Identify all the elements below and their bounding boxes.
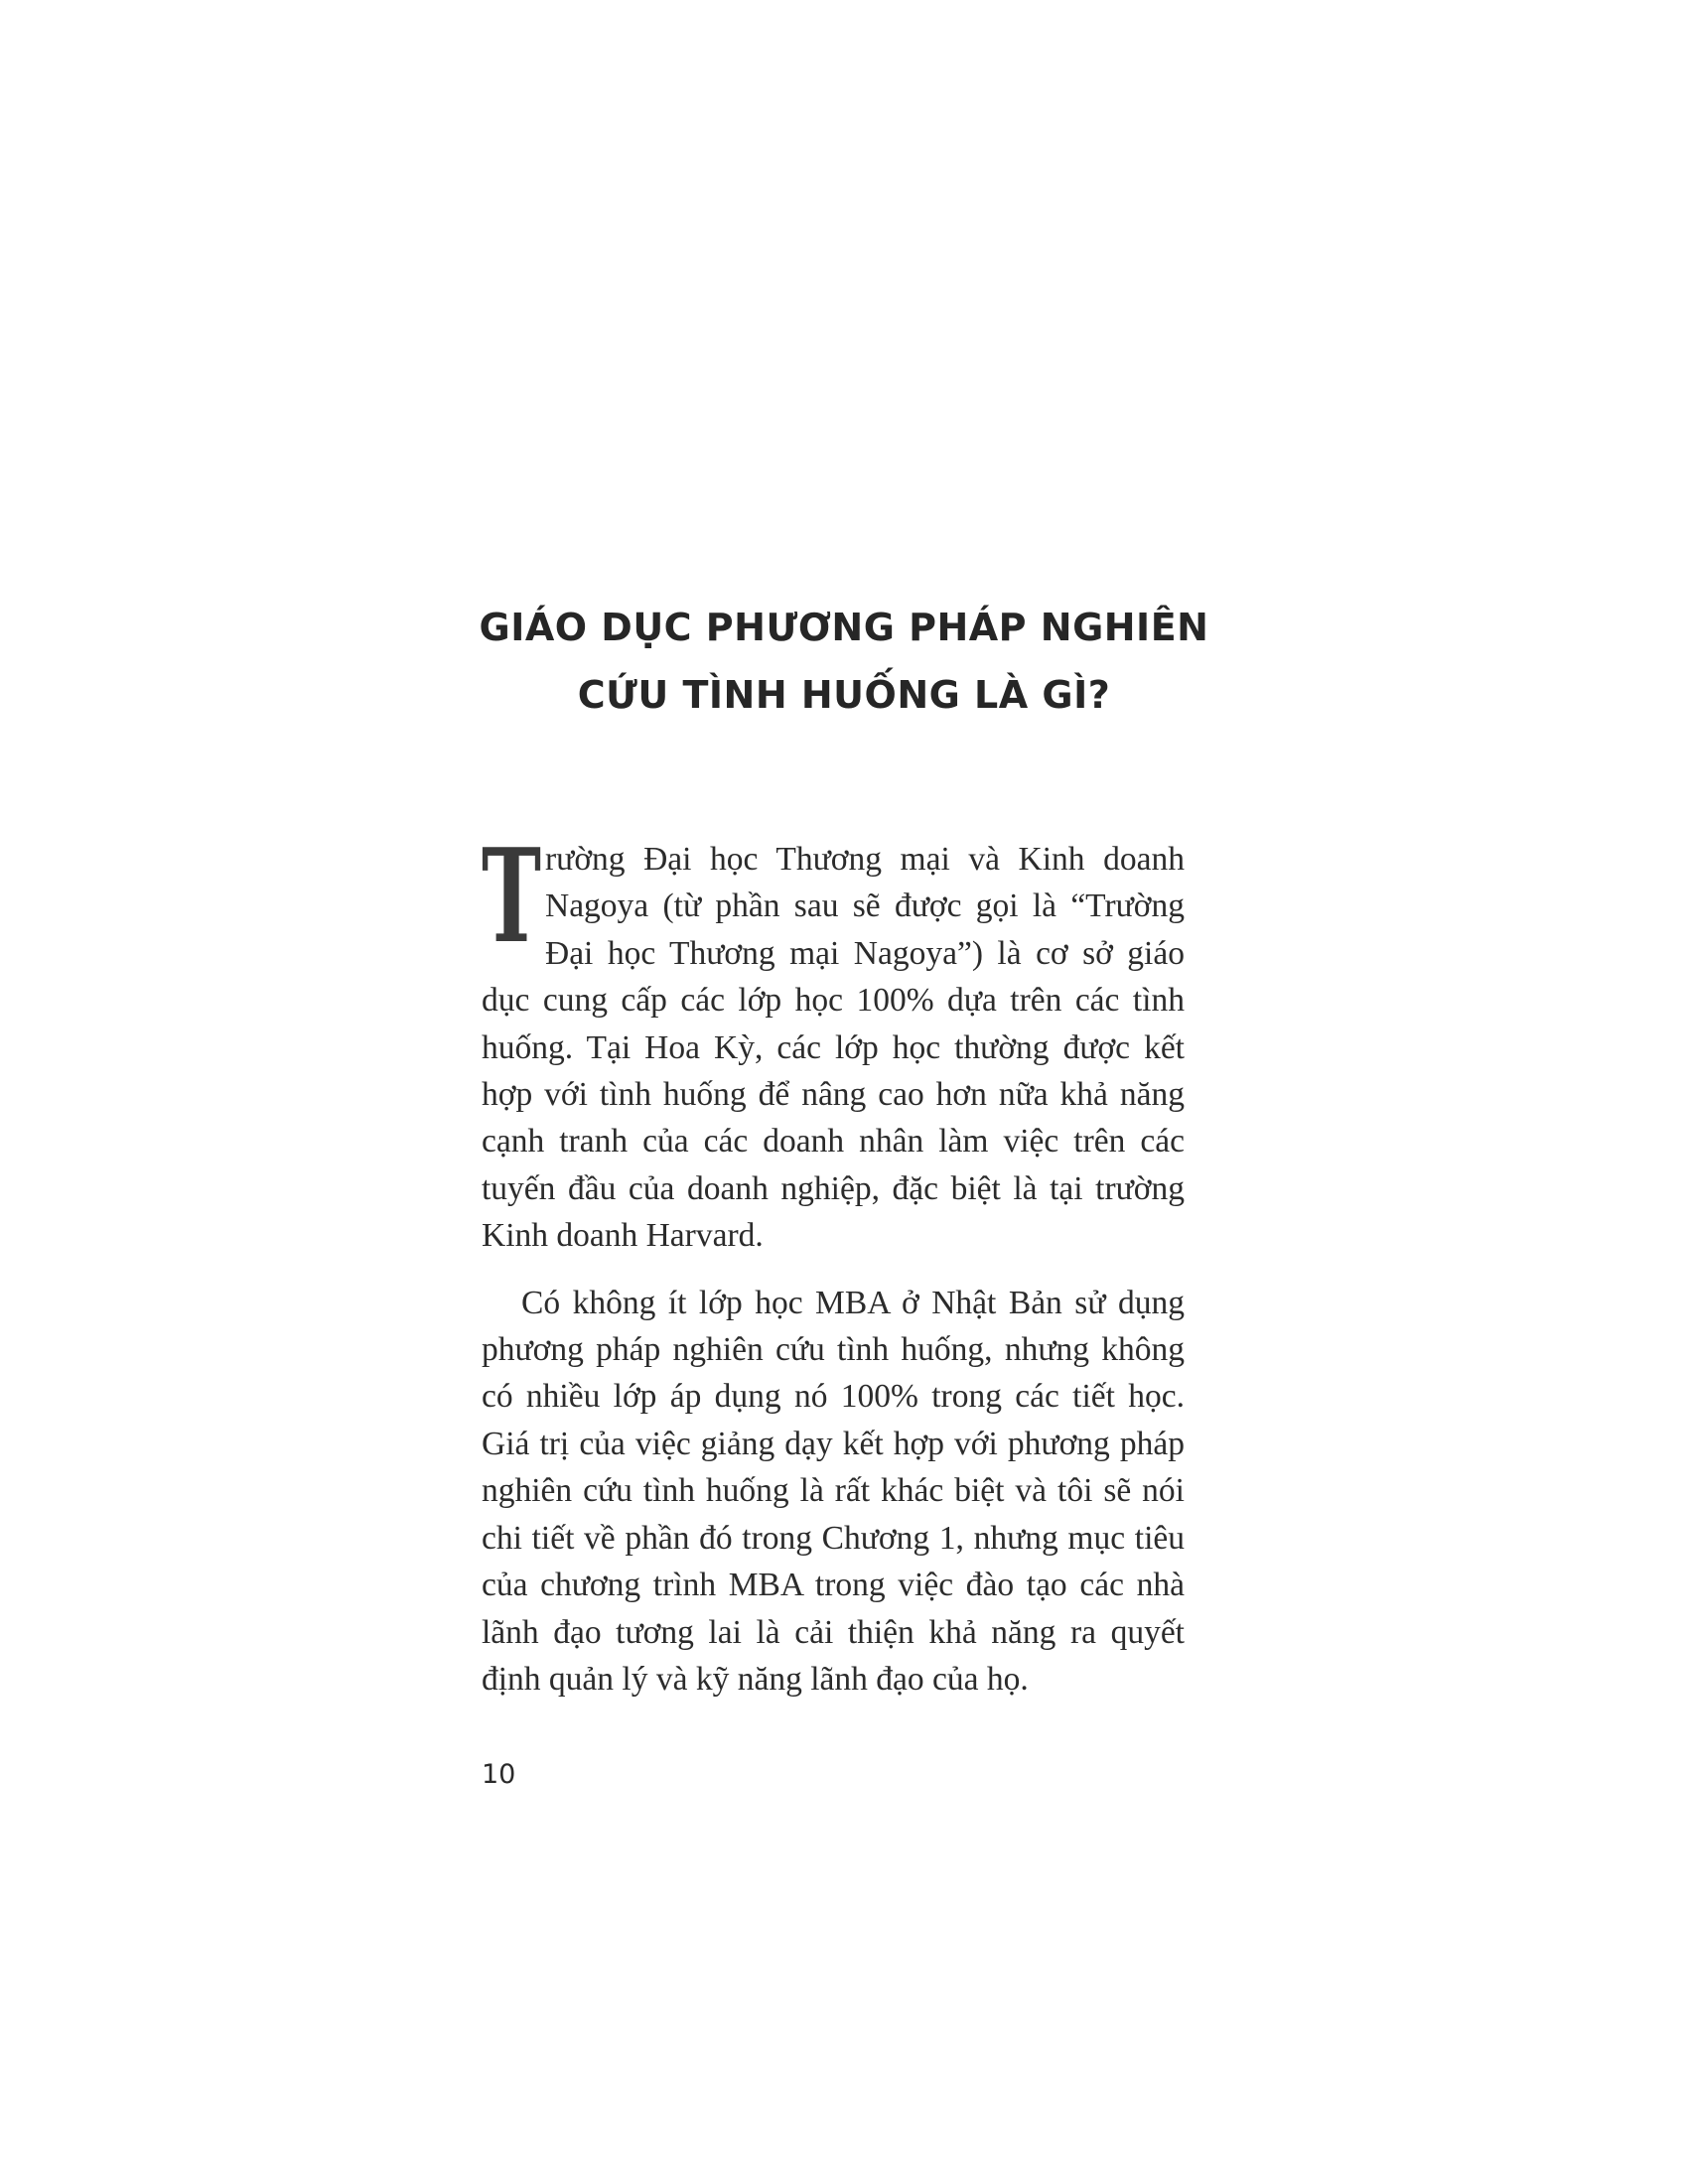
drop-cap: T bbox=[482, 820, 541, 972]
chapter-title-line-2: CỨU TÌNH HUỐNG LÀ GÌ? bbox=[577, 673, 1111, 717]
paragraph-2: Có không ít lớp học MBA ở Nhật Bản sử dụng phương pháp nghiên cứu tình huống, nhưng không có nhiều lớp áp dụng nó 100% trong các tiết học. Giá trị của việc giảng dạy kết hợp với phương pháp nghiên cứu tình huống là rất khác biệt và tôi sẽ nói chi tiết về phần đó trong Chương 1, nhưng mục tiêu của chương trình MBA trong việc đào tạo các nhà lãnh đạo tương lai là cải thiện khả năng ra quyết định quản lý và kỹ năng lãnh đạo của họ. bbox=[482, 1284, 1185, 1698]
paragraph-1 bbox=[482, 820, 1185, 1260]
page-number: 10 bbox=[482, 1759, 516, 1790]
body-text bbox=[482, 820, 1185, 1703]
paragraph-1-text: rường Đại học Thương mại và Kinh doanh Nagoya (từ phần sau sẽ được gọi là “Trường Đại học Thương mại Nagoya”) là cơ sở giáo dục cung cấp các lớp học 100% dựa trên các tình huống. Tại Hoa Kỳ, các lớp học thường được kết hợp với tình huống để nâng cao hơn nữa khả năng cạnh tranh của các doanh nhân làm việc trên các tuyến đầu của doanh nghiệp, đặc biệt là tại trường Kinh doanh Harvard. bbox=[482, 841, 1185, 1255]
chapter-title-line-1: GIÁO DỤC PHƯƠNG PHÁP NGHIÊN bbox=[479, 606, 1209, 649]
chapter-title bbox=[437, 594, 1251, 729]
